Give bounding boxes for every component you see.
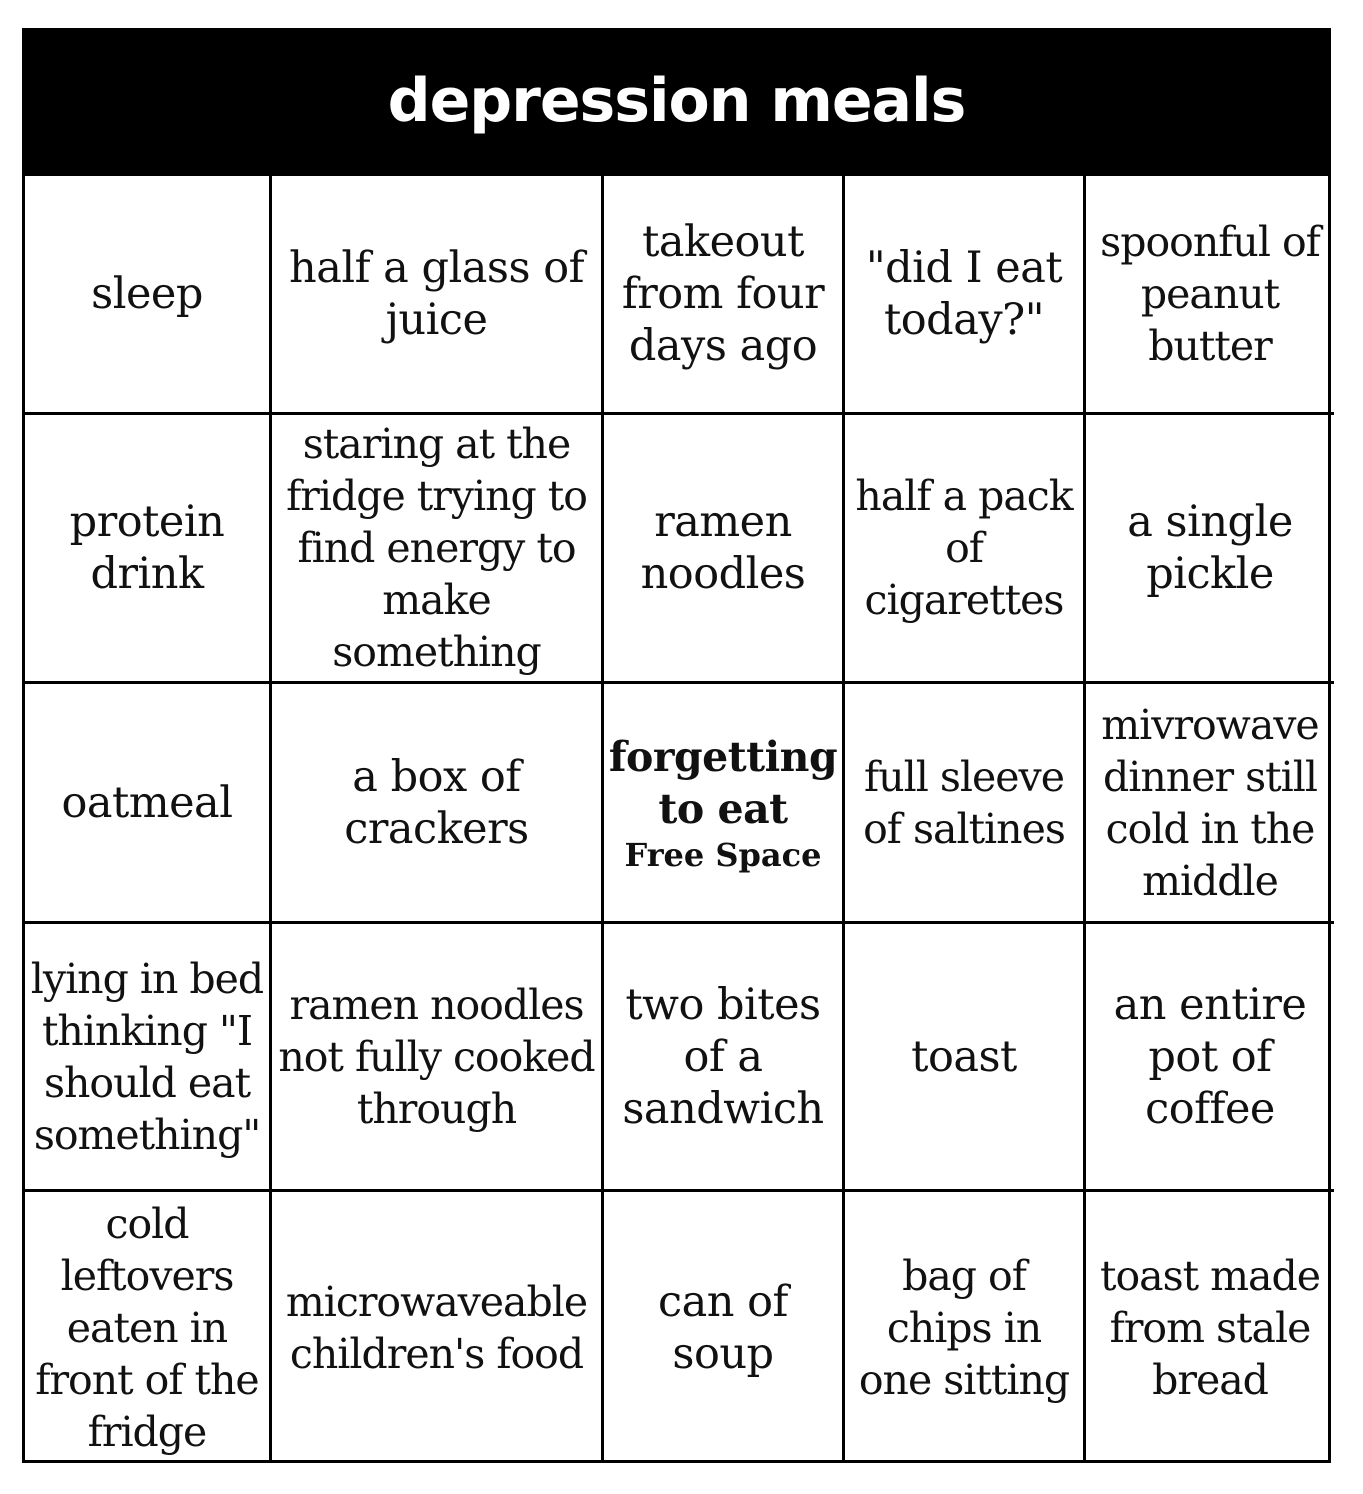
cell-label: can of soup [658,1276,788,1379]
cell-label: half a pack of cigarettes [855,472,1073,624]
cell-label: microwaveable children's food [285,1277,588,1378]
bingo-cell [272,1192,604,1463]
cell-label: toast made from stale bread [1100,1251,1320,1404]
bingo-cell [25,1192,272,1463]
cell-label: mivrowave dinner still cold in the middle [1101,700,1319,905]
bingo-cell [845,415,1086,684]
cell-label: "did I eat today?" [865,243,1063,345]
cell-label: two bites of a sandwich [622,979,824,1134]
cell-label: an entire pot of coffee [1113,979,1307,1134]
cell-label: oatmeal [61,777,233,828]
free-space-cell [604,684,845,924]
bingo-cell [604,1192,845,1463]
free-space-label: Free Space [624,835,822,874]
cell-label: staring at the fridge trying to find energy to make something [286,420,587,676]
bingo-cell [25,924,272,1192]
bingo-cell [272,684,604,924]
board-title: depression meals [387,66,966,136]
cell-label: sleep [91,269,203,319]
bingo-cell [1086,1192,1334,1463]
bingo-board [22,28,1331,1463]
cell-label: bag of chips in one sitting [858,1251,1070,1404]
bingo-cell [272,415,604,684]
bingo-cell [272,176,604,415]
bingo-cell [845,924,1086,1192]
bingo-cell [604,924,845,1192]
cell-label: lying in bed thinking "I should eat something" [30,954,264,1159]
cell-label: takeout from four days ago [621,217,825,371]
board-header [22,28,1331,176]
bingo-cell [25,415,272,684]
bingo-cell [25,684,272,924]
bingo-cell [1086,415,1334,684]
bingo-cell [604,415,845,684]
cell-label: a single pickle [1127,497,1293,599]
bingo-cell [272,924,604,1192]
cell-label: toast [911,1031,1017,1082]
bingo-cell [1086,684,1334,924]
free-space-text: forgetting to eat [608,732,838,833]
bingo-cell [604,176,845,415]
bingo-cell [25,176,272,415]
bingo-grid [22,176,1331,1463]
cell-label: spoonful of peanut butter [1100,218,1320,370]
bingo-cell [845,684,1086,924]
cell-label: cold leftovers eaten in front of the fridge [35,1199,259,1456]
cell-label: ramen noodles [640,497,806,599]
bingo-cell [845,1192,1086,1463]
cell-label: protein drink [69,497,225,599]
cell-label: a box of crackers [344,751,529,854]
bingo-cell [845,176,1086,415]
cell-label: half a glass of juice [289,243,584,345]
bingo-cell [1086,924,1334,1192]
cell-label: ramen noodles not fully cooked through [278,980,595,1133]
bingo-cell [1086,176,1334,415]
cell-label: full sleeve of saltines [863,752,1065,853]
